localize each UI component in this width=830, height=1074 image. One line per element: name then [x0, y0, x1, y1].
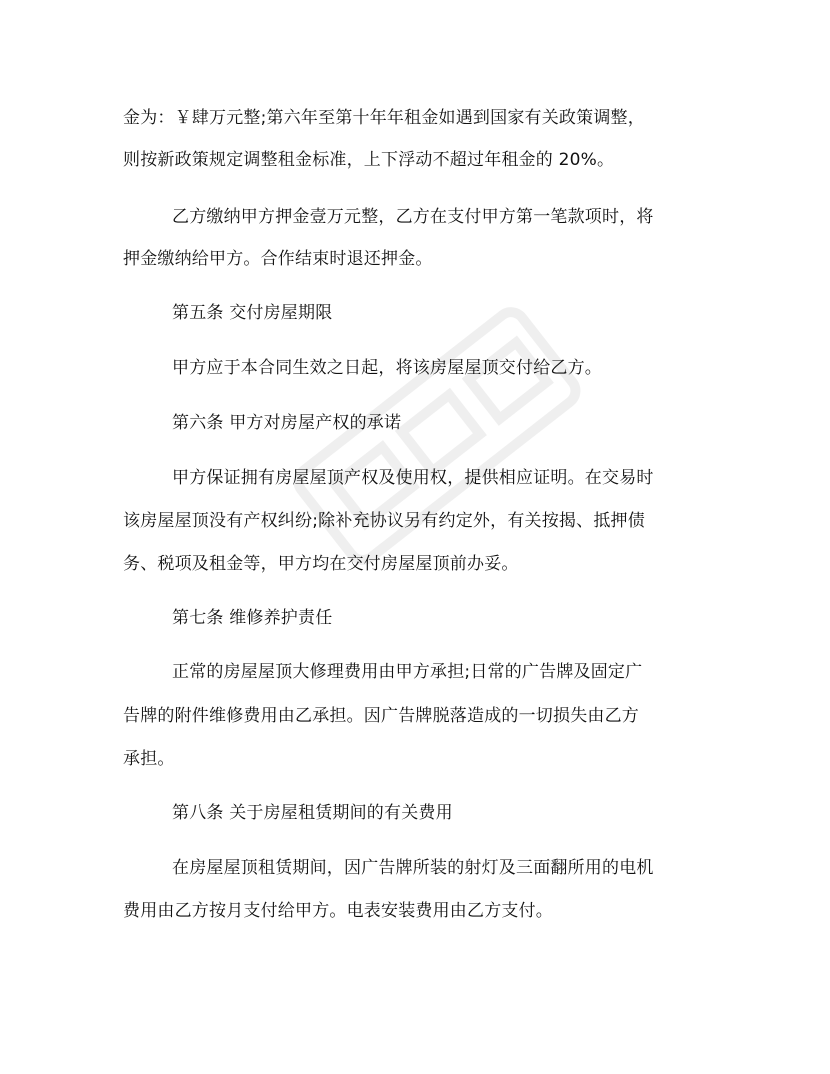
paragraph-line: 则按新政策规定调整租金标准，上下浮动不超过年租金的 20%。	[123, 150, 615, 170]
section-heading: 第六条 甲方对房屋产权的承诺	[172, 413, 402, 433]
paragraph-line: 金为：￥肆万元整;第六年至第十年年租金如遇到国家有关政策调整，	[123, 108, 645, 128]
paragraph-line: 正常的房屋屋顶大修理费用由甲方承担;日常的广告牌及固定广	[172, 662, 643, 682]
paragraph-line: 甲方保证拥有房屋屋顶产权及使用权，提供相应证明。在交易时	[172, 468, 654, 488]
paragraph-line: 该房屋屋顶没有产权纠纷;除补充协议另有约定外，有关按揭、抵押债	[123, 511, 645, 531]
paragraph-line: 押金缴纳给甲方。合作结束时退还押金。	[123, 249, 433, 269]
paragraph-line: 甲方应于本合同生效之日起，将该房屋屋顶交付给乙方。	[172, 358, 602, 378]
section-heading: 第七条 维修养护责任	[172, 608, 333, 628]
paragraph-line: 务、税项及租金等，甲方均在交付房屋屋顶前办妥。	[123, 554, 519, 574]
paragraph-line: 乙方缴纳甲方押金壹万元整，乙方在支付甲方第一笔款项时，将	[172, 207, 654, 227]
paragraph-line: 在房屋屋顶租赁期间，因广告牌所装的射灯及三面翻所用的电机	[172, 858, 654, 878]
section-heading: 第八条 关于房屋租赁期间的有关费用	[172, 803, 453, 823]
section-heading: 第五条 交付房屋期限	[172, 303, 333, 323]
paragraph-line: 告牌的附件维修费用由乙承担。因广告牌脱落造成的一切损失由乙方	[123, 706, 639, 726]
paragraph-line: 承担。	[123, 749, 175, 769]
paragraph-line: 费用由乙方按月支付给甲方。电表安装费用由乙方支付。	[123, 901, 553, 921]
